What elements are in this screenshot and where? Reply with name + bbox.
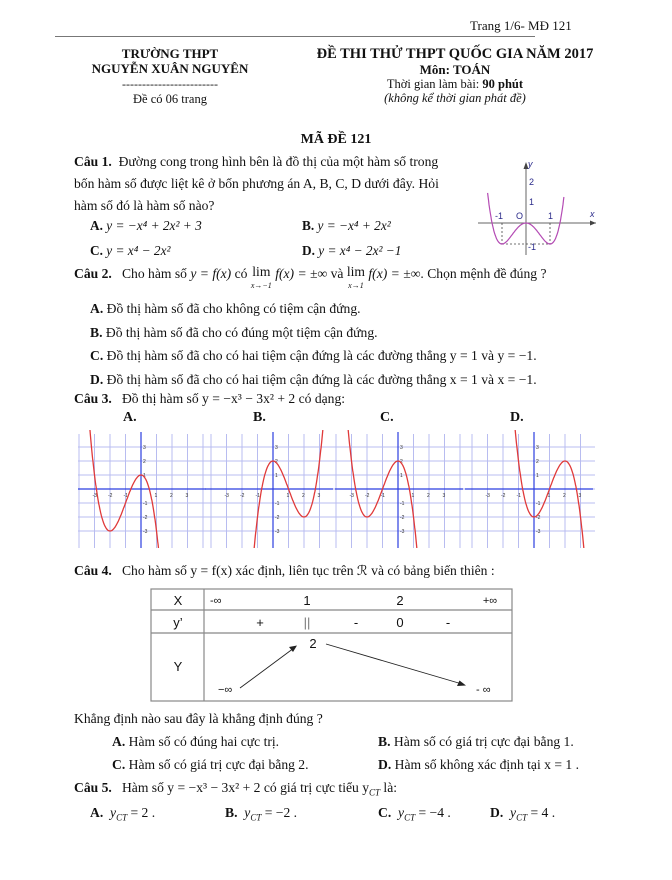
vt-y-left: −∞	[218, 684, 233, 696]
q3-y-tick: -3	[400, 529, 405, 535]
q3-y-tick: 3	[143, 445, 146, 451]
q3-graph-3[interactable]	[465, 430, 595, 548]
q3-y-tick: -1	[143, 501, 148, 507]
vt-head-y: Y	[173, 659, 183, 674]
q2-option-b[interactable]	[90, 321, 537, 345]
q4-option-b[interactable]	[378, 734, 574, 750]
q3-y-tick: 2	[143, 459, 146, 465]
q1-option-c[interactable]	[90, 243, 170, 259]
q3-x-tick: 2	[170, 493, 173, 499]
q3-y-tick: -3	[275, 529, 280, 535]
q5-option-a-sub: CT	[116, 812, 128, 823]
q1-y-label: y	[528, 159, 533, 169]
q4-option-d-text: Hàm số không xác định tại x = 1 .	[394, 757, 579, 772]
q1-option-a-expr: y = −x⁴ + 2x² + 3	[106, 218, 202, 233]
q3-x-tick: -2	[240, 493, 245, 499]
q2-option-c-key: C.	[90, 348, 104, 363]
q4-option-c-text: Hàm số có giá trị cực đại bằng 2.	[128, 757, 309, 772]
vt-arrow-up	[240, 648, 294, 688]
q3-y-tick: -3	[536, 529, 541, 535]
vt-yp-plus: +	[256, 615, 264, 630]
q5-option-d-rhs: = 4 .	[527, 805, 556, 820]
q2-stem-c: và	[327, 266, 347, 281]
q5-option-c[interactable]: C. $y_{CT} = -4$ .	[378, 805, 451, 823]
q5-option-b-key: B.	[225, 805, 238, 820]
school-line-2: NGUYỄN XUÂN NGUYÊN	[91, 61, 249, 76]
q3-y-tick: 3	[275, 445, 278, 451]
q4-option-a-text: Hàm số có đúng hai cực trị.	[128, 734, 280, 749]
q1-option-b-key: B.	[302, 218, 315, 233]
exam-title-block	[310, 46, 600, 105]
q2-option-a[interactable]	[90, 297, 537, 321]
q3-y-tick: -1	[275, 501, 280, 507]
q5-option-b-rhs: = −2 .	[261, 805, 298, 820]
q1-text-2: bốn hàm số được liệt kê ở bốn phương án A, B, C, D dưới đây. Hỏi	[74, 176, 439, 191]
q3-label: Câu 3.	[74, 391, 112, 406]
question-4	[74, 563, 495, 579]
q5-stem-sub: CT	[369, 787, 381, 798]
q1-text-3: hàm số đó là hàm số nào?	[74, 198, 215, 213]
q5-option-a[interactable]: A. $y_{CT} = 2$ .	[90, 805, 156, 823]
q2-option-b-key: B.	[90, 324, 103, 340]
dashes: ------------------------	[122, 77, 218, 91]
vt-yp-zero: 0	[396, 615, 404, 630]
q2-stem-a: Cho hàm số	[121, 266, 191, 281]
q3-graph-label-2: C.	[380, 410, 394, 425]
q2-option-a-text: Đồ thị hàm số đã cho không có tiệm cận đứng.	[106, 301, 361, 316]
vt-arrow-down	[326, 644, 462, 684]
vt-head-yp: y’	[173, 615, 183, 630]
q2-option-a-key: A.	[90, 301, 104, 316]
q3-x-tick: -3	[224, 493, 229, 499]
q5-stem-end: là:	[380, 780, 398, 795]
vt-y-max: 2	[309, 636, 317, 651]
q2-fx: y = f(x)	[190, 266, 232, 281]
page-reference: Trang 1/6- MĐ 121	[470, 18, 572, 33]
q4-option-c[interactable]	[112, 757, 309, 773]
q4-stem: Cho hàm số y = f(x) xác định, liên tục trên ℛ và có bảng biến thiên :	[121, 563, 495, 578]
vt-yp-minus-2: -	[445, 615, 451, 630]
q3-x-tick: 2	[427, 493, 430, 499]
q1-tick-y-2: 2	[529, 177, 535, 187]
q4-option-a[interactable]	[112, 734, 279, 750]
q2-limit-2	[347, 266, 365, 292]
vt-x-1: 1	[303, 593, 311, 608]
q1-option-c-key: C.	[90, 243, 103, 258]
q5-option-c-rhs: = −4 .	[415, 805, 451, 820]
time-note: (không kể thời gian phát đề)	[384, 91, 526, 105]
vt-yp-undefined: ||	[303, 615, 311, 630]
q1-option-d-key: D.	[302, 243, 315, 258]
variation-table	[150, 588, 514, 704]
question-2	[74, 266, 547, 292]
q2-lim1-word: lim	[252, 264, 271, 279]
q1-x-label: x	[590, 209, 595, 219]
q3-graph-0[interactable]	[78, 430, 208, 548]
q5-option-c-sub: CT	[404, 812, 416, 823]
q2-option-c[interactable]	[90, 344, 537, 368]
page-count: Đề có 06 trang	[133, 92, 207, 106]
q3-y-tick: 1	[143, 473, 146, 479]
q1-axes	[478, 162, 596, 255]
q3-x-tick: -3	[92, 493, 97, 499]
q3-x-tick: 3	[442, 493, 446, 499]
question-3	[74, 391, 345, 407]
q3-y-tick: 1	[536, 473, 539, 479]
q3-x-tick: -1	[255, 493, 260, 499]
q3-y-tick: 3	[536, 445, 539, 451]
q3-graph-label-1: B.	[253, 410, 266, 425]
q3-x-tick: 2	[302, 493, 305, 499]
vt-x-neg-inf: -∞	[210, 595, 222, 607]
q3-y-tick: 2	[400, 459, 403, 465]
q3-y-tick: -2	[275, 515, 280, 521]
q2-limit-1	[251, 266, 272, 292]
q2-option-c-text: Đồ thị hàm số đã cho có hai tiệm cận đứng là các đường thẳng y = 1 và y = −1.	[106, 348, 537, 363]
q3-x-tick: -2	[501, 493, 506, 499]
q3-y-tick: -2	[536, 515, 541, 521]
q3-x-tick: -1	[516, 493, 521, 499]
header-divider	[55, 36, 535, 37]
q3-x-tick: -3	[349, 493, 354, 499]
exam-code: MÃ ĐỀ 121	[300, 132, 372, 147]
q1-x-arrow-icon	[590, 221, 596, 226]
q3-x-tick: 3	[317, 493, 321, 499]
q3-x-tick: -1	[123, 493, 128, 499]
q4-option-b-key: B.	[378, 734, 391, 749]
q3-y-tick: 2	[536, 459, 539, 465]
q3-x-tick: 3	[185, 493, 189, 499]
q4-option-c-key: C.	[112, 757, 126, 772]
q3-graph-1[interactable]	[205, 430, 335, 548]
q5-option-d-key: D.	[490, 805, 504, 820]
q5-option-d-sub: CT	[516, 812, 528, 823]
q2-option-d-key: D.	[90, 371, 104, 387]
q3-y-tick: 2	[275, 459, 278, 465]
q3-x-tick: -2	[365, 493, 370, 499]
q1-option-d[interactable]	[302, 243, 401, 259]
q4-option-d[interactable]	[378, 757, 579, 773]
q5-stem: Hàm số y = −x³ − 3x² + 2 có giá trị cực tiểu y	[121, 780, 370, 795]
q2-label: Câu 2.	[74, 266, 112, 281]
q3-x-tick: -2	[108, 493, 113, 499]
q2-options	[90, 297, 537, 391]
q4-label: Câu 4.	[74, 563, 112, 578]
q3-y-tick: -2	[143, 515, 148, 521]
q1-option-a-key: A.	[90, 218, 103, 233]
q2-lim2-word: lim	[346, 264, 365, 279]
q1-graph	[470, 155, 600, 260]
school-line-1: TRƯỜNG THPT	[121, 46, 219, 61]
q5-option-b-sub: CT	[250, 812, 262, 823]
q3-x-tick: 1	[547, 493, 551, 499]
q3-y-tick: -3	[143, 529, 148, 535]
q2-stem-b: có	[231, 266, 251, 281]
time-line	[310, 77, 600, 91]
q1-tick-y-neg1: -1	[528, 242, 537, 252]
q5-option-a-rhs: = 2 .	[127, 805, 156, 820]
vt-y-right: - ∞	[476, 684, 491, 696]
q2-option-b-text: Đồ thị hàm số đã cho có đúng một tiệm cận đứng.	[105, 324, 378, 340]
vt-head-x: X	[173, 593, 183, 608]
q3-x-tick: 3	[578, 493, 582, 499]
q2-lim2-sub: x→1	[348, 281, 364, 290]
q4-option-a-key: A.	[112, 734, 126, 749]
vt-yp-minus-1: -	[353, 615, 359, 630]
q3-x-tick: -1	[380, 493, 385, 499]
vt-x-pos-inf: +∞	[482, 595, 498, 607]
q3-x-tick: 1	[286, 493, 290, 499]
q3-y-tick: -2	[400, 515, 405, 521]
q4-option-d-key: D.	[378, 757, 392, 772]
q4-option-b-text: Hàm số có giá trị cực đại bằng 1.	[393, 734, 574, 749]
q3-graph-2[interactable]	[335, 430, 465, 548]
q2-lim1-rhs: f(x) = ±∞	[275, 266, 328, 281]
q1-tick-x-neg1: -1	[495, 211, 504, 221]
q3-x-tick: -3	[485, 493, 490, 499]
q1-option-b[interactable]	[302, 218, 391, 234]
q5-label: Câu 5.	[74, 780, 112, 795]
q1-option-b-expr: y = −x⁴ + 2x²	[317, 218, 391, 233]
time-value: 90 phút	[482, 77, 524, 91]
q4-question: Khẳng định nào sau đây là khẳng định đúng ?	[74, 711, 323, 726]
q2-stem-d: . Chọn mệnh đề đúng ?	[420, 266, 547, 281]
q1-option-d-expr: y = x⁴ − 2x² −1	[318, 243, 402, 258]
subject: Môn: TOÁN	[419, 62, 491, 77]
q3-y-tick: -1	[400, 501, 405, 507]
q3-x-tick: 1	[411, 493, 415, 499]
q5-option-a-key: A.	[90, 805, 104, 820]
exam-title: ĐỀ THI THỬ THPT QUỐC GIA NĂM 2017	[316, 46, 594, 62]
q2-lim1-sub: x→−1	[250, 281, 272, 290]
vt-arrow-down-head-icon	[457, 681, 466, 687]
q5-option-b[interactable]: B. $y_{CT} = -2$ .	[225, 805, 298, 823]
q2-option-d-text: Đồ thị hàm số đã cho có hai tiệm cận đứng là các đường thẳng x = 1 và x = −1.	[106, 371, 537, 387]
q2-lim2-rhs: f(x) = ±∞	[368, 266, 421, 281]
q3-stem: Đồ thị hàm số y = −x³ − 3x² + 2 có dạng:	[121, 391, 346, 406]
q3-y-tick: -1	[536, 501, 541, 507]
question-5	[74, 780, 397, 798]
q3-graph-label-0: A.	[123, 410, 137, 425]
q1-tick-x-1: 1	[548, 211, 554, 221]
q5-option-d[interactable]: D. $y_{CT} = 4$ .	[490, 805, 556, 823]
q3-y-tick: 1	[400, 473, 403, 479]
q3-y-tick: 3	[400, 445, 403, 451]
q3-graph-label-3: D.	[510, 410, 524, 425]
q1-tick-y-1: 1	[529, 197, 535, 207]
q1-origin: O	[516, 211, 524, 221]
question-1	[74, 151, 469, 217]
q1-option-c-expr: y = x⁴ − 2x²	[106, 243, 171, 258]
q3-y-tick: 1	[275, 473, 278, 479]
vt-x-2: 2	[396, 593, 404, 608]
time-prefix: Thời gian làm bài:	[386, 77, 483, 91]
q3-x-tick: 1	[154, 493, 158, 499]
q3-x-tick: 2	[563, 493, 566, 499]
q1-text-1: Đường cong trong hình bên là đồ thị của một hàm số trong	[118, 154, 439, 169]
school-block	[70, 46, 270, 76]
q2-option-d[interactable]	[90, 368, 537, 392]
q1-label: Câu 1.	[74, 154, 112, 169]
q1-option-a[interactable]	[90, 218, 202, 234]
q5-option-c-key: C.	[378, 805, 392, 820]
